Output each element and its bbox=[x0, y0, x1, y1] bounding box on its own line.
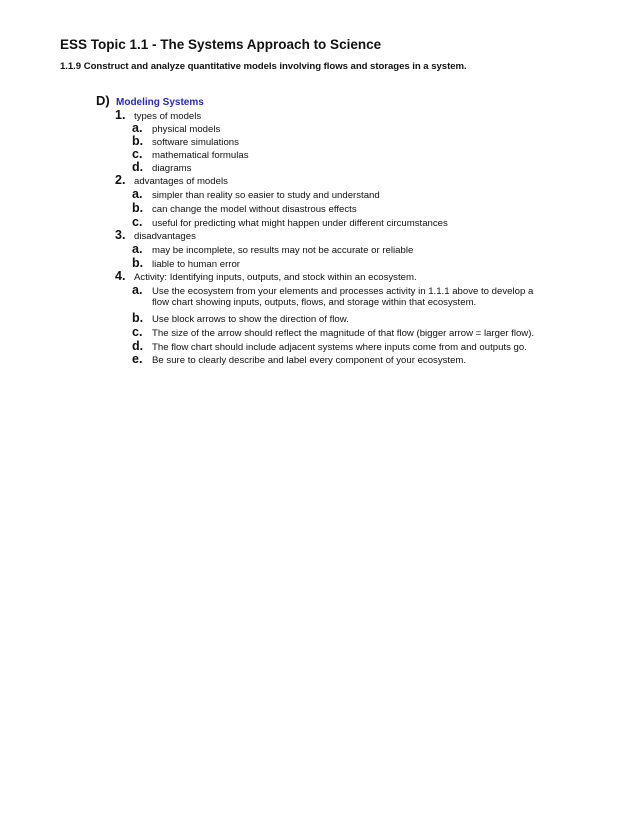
section-marker: D) bbox=[96, 93, 110, 108]
item-text: The size of the arrow should reflect the magnitude of that flow (bigger arrow = larger flow). bbox=[152, 328, 535, 339]
item-letter: b. bbox=[132, 134, 144, 148]
item-letter: a. bbox=[132, 187, 143, 201]
item-text: liable to human error bbox=[152, 259, 240, 270]
item-text: Be sure to clearly describe and label every component of your ecosystem. bbox=[152, 355, 467, 366]
item-letter: c. bbox=[132, 215, 143, 229]
item-letter: b. bbox=[132, 201, 144, 215]
item-text: simpler than reality so easier to study and understand bbox=[152, 190, 380, 201]
document-title: ESS Topic 1.1 - The Systems Approach to Science bbox=[60, 37, 382, 52]
item-letter: e. bbox=[132, 352, 143, 366]
item-text: software simulations bbox=[152, 137, 239, 148]
item-letter: c. bbox=[132, 325, 143, 339]
list-item-4a-continuation: flow chart showing inputs, outputs, flows, and storage within that ecosystem. bbox=[152, 297, 477, 308]
learning-objective: 1.1.9 Construct and analyze quantitative models involving flows and storages in a system. bbox=[60, 61, 467, 72]
item-text: may be incomplete, so results may not be accurate or reliable bbox=[152, 245, 414, 256]
item-letter: a. bbox=[132, 283, 143, 297]
item-text: mathematical formulas bbox=[152, 150, 249, 161]
item-text: can change the model without disastrous effects bbox=[152, 204, 357, 215]
item-number: 4. bbox=[115, 269, 126, 283]
list-item-4e bbox=[132, 350, 466, 368]
item-number: 3. bbox=[115, 228, 126, 242]
section-heading: Modeling Systems bbox=[116, 97, 204, 108]
item-text: Use the ecosystem from your elements and processes activity in 1.1.1 above to develop a bbox=[152, 286, 534, 297]
item-text: The flow chart should include adjacent systems where inputs come from and outputs go. bbox=[152, 342, 527, 353]
item-letter: a. bbox=[132, 121, 143, 135]
item-number: 1. bbox=[115, 108, 126, 122]
item-text: Use block arrows to show the direction of flow. bbox=[152, 314, 349, 325]
item-text: advantages of models bbox=[134, 176, 228, 187]
item-text: types of models bbox=[134, 111, 202, 122]
item-letter: b. bbox=[132, 311, 144, 325]
item-text: disadvantages bbox=[134, 231, 196, 242]
item-text: useful for predicting what might happen under different circumstances bbox=[152, 218, 448, 229]
item-text: diagrams bbox=[152, 163, 192, 174]
item-text: physical models bbox=[152, 124, 221, 135]
item-letter: a. bbox=[132, 242, 143, 256]
item-number: 2. bbox=[115, 173, 126, 187]
item-letter: b. bbox=[132, 256, 144, 270]
item-letter: c. bbox=[132, 147, 143, 161]
item-letter: d. bbox=[132, 160, 144, 174]
item-text: Activity: Identifying inputs, outputs, and stock within an ecosystem. bbox=[134, 272, 417, 283]
item-letter: d. bbox=[132, 339, 144, 353]
